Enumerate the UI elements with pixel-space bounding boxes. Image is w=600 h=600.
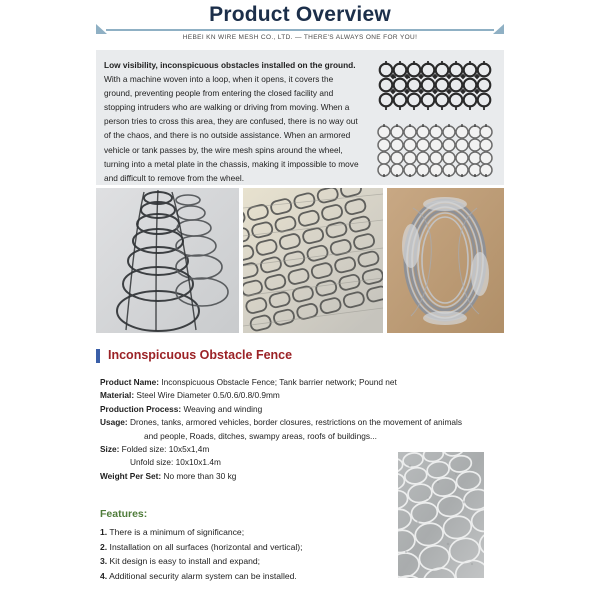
spec-value: Folded size: 10x5x1,4m (119, 444, 210, 455)
spec-row (100, 376, 500, 389)
spec-row (100, 389, 500, 402)
feature-item (100, 554, 400, 569)
intro-lead: Low visibility, inconspicuous obstacles installed on the ground. (104, 60, 356, 70)
photo-bundled-coil-on-cardboard (387, 188, 504, 333)
spec-label: Production Process: (100, 403, 182, 414)
feature-item (100, 569, 400, 584)
spec-value: No more than 30 kg (161, 470, 237, 481)
feature-number: 3. (100, 556, 108, 567)
feature-number: 1. (100, 527, 108, 537)
intro-body: With a machine woven into a loop, when it opens, it covers the ground, preventing people from entering the closed facility and stopping intruders who are walking or driving from moving. When a person tries to cross this area, they are confused, there is no way out of the chaos, and there is no outside assistance. When an armored vehicle or tank passes by, the wire mesh spins around the wheel, turning into a metal plate in the chassis, making it impossible to move and difficult to remove from the wheel. (104, 74, 359, 183)
feature-item (100, 540, 400, 555)
section-accent-bar (96, 349, 100, 363)
photo-mesh-on-gravel-ground (398, 452, 484, 578)
feature-text: Kit design is easy to install and expand; (107, 556, 261, 567)
spec-row (100, 403, 500, 416)
product-photo-band (96, 188, 504, 333)
spec-value: Weaving and winding (181, 403, 263, 414)
photo-coiled-mesh-strip (96, 188, 239, 333)
feature-text: There is a minimum of significance; (107, 527, 245, 537)
spec-label: Usage: (100, 417, 128, 428)
spec-row (100, 416, 500, 443)
spec-value-continued: and people, Roads, ditches, swampy areas, roofs of buildings... (144, 430, 377, 441)
page-header (0, 0, 600, 48)
spec-value-continued: Unfold size: 10x10x1.4m (130, 457, 221, 468)
bracket-right-icon (492, 24, 504, 34)
divider-line (106, 29, 494, 31)
feature-text: Additional security alarm system can be installed. (107, 570, 297, 581)
feature-number: 2. (100, 541, 108, 552)
spec-value: Inconspicuous Obstacle Fence; Tank barrier network; Pound net (159, 377, 397, 387)
feature-text: Installation on all surfaces (horizontal and vertical); (107, 541, 303, 552)
intro-panel (96, 50, 504, 185)
spec-value: Drones, tanks, armored vehicles, border closures, restrictions on the movement of animals (127, 417, 462, 428)
feature-number: 4. (100, 570, 108, 581)
company-tagline: HEBEI KN WIRE MESH CO., LTD. — THERE'S ALWAYS ONE FOR YOU! (182, 34, 418, 41)
spec-label: Material: (100, 390, 135, 401)
header-divider (96, 24, 504, 34)
spec-label: Weight Per Set: (100, 470, 162, 481)
mesh-diagram-dense-weave (374, 122, 494, 177)
feature-item (100, 525, 400, 540)
features-title: Features: (100, 508, 148, 520)
spec-value: Steel Wire Diameter 0.5/0.6/0.8/0.9mm (134, 390, 280, 401)
section-title: Inconspicuous Obstacle Fence (108, 348, 293, 362)
mesh-diagram-open-weave (374, 58, 494, 113)
photo-mesh-on-sand (243, 188, 383, 333)
intro-paragraph (104, 58, 362, 185)
features-list (100, 525, 400, 583)
spec-label: Product Name: (100, 377, 160, 387)
spec-label: Size: (100, 444, 120, 455)
page-title: Product Overview (209, 3, 391, 26)
